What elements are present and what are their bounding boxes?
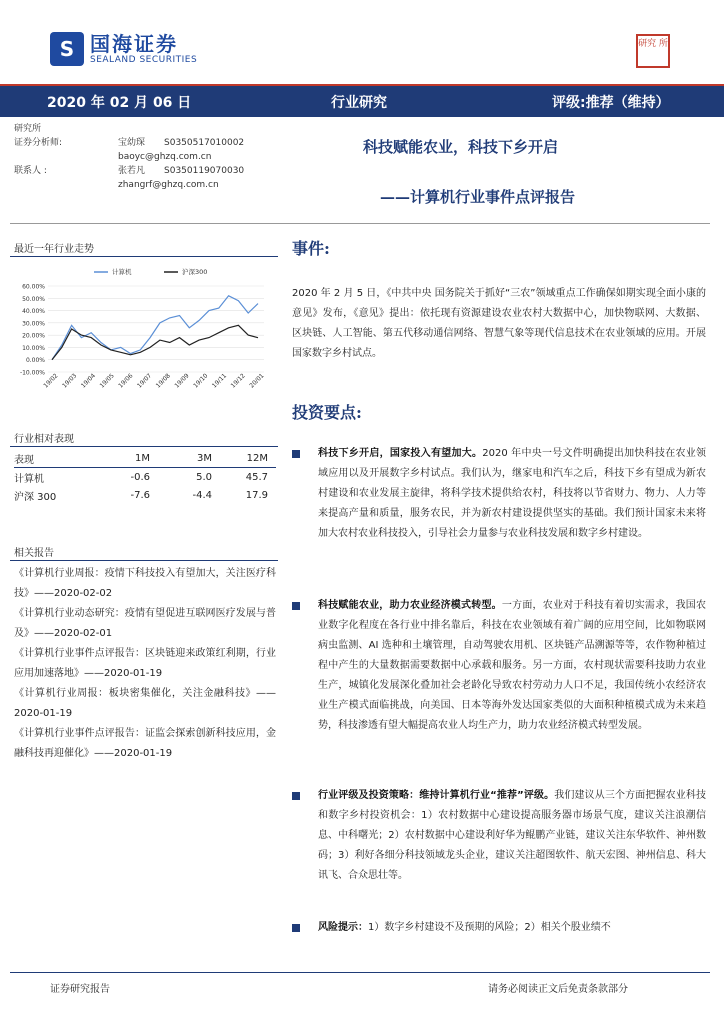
x-tick-label: 19/09 <box>173 372 191 390</box>
perf-header-row <box>14 450 276 468</box>
perf-cell: 5.0 <box>196 471 212 483</box>
table-row <box>14 486 276 504</box>
bullet-lead: 科技赋能农业，助力农业经济模式转型。 <box>318 600 502 611</box>
perf-divider <box>10 446 278 447</box>
report-title: 科技赋能农业，科技下乡开启 <box>363 138 559 156</box>
perf-header-cell: 1M <box>135 453 150 464</box>
footer-disclaimer: 请务必阅读正文后免责条款部分 <box>488 984 628 995</box>
x-tick-label: 19/07 <box>135 372 154 390</box>
contact-id: S0350119070030 <box>164 166 245 176</box>
x-tick-label: 19/10 <box>192 372 210 390</box>
bullet-text: 1）数字乡村建设不及预期的风险；2）相关个股业绩不 <box>368 922 611 933</box>
y-tick-label: 60.00% <box>22 283 45 291</box>
report-subtitle: ——计算机行业事件点评报告 <box>380 188 576 206</box>
contact-email: zhangrf@ghzq.com.cn <box>118 180 219 190</box>
perf-header-cell: 3M <box>197 453 212 464</box>
report-link[interactable]: 《计算机行业事件点评报告：区块链迎来政策红利期，行业应用加速落地》——2020-01-19 <box>14 648 276 679</box>
bullet-point <box>292 596 706 736</box>
y-tick-label: 30.00% <box>22 320 45 328</box>
table-row <box>14 468 276 486</box>
analyst-name: 宝幼琛 <box>118 138 146 148</box>
analyst-role: 证券分析师: <box>14 138 63 148</box>
y-tick-label: 20.00% <box>22 332 45 340</box>
perf-header-cell: 表现 <box>14 455 34 466</box>
x-tick-label: 19/11 <box>210 372 229 390</box>
perf-cell: -0.6 <box>130 471 150 483</box>
bullet-text: 一方面，农业对于科技有着切实需求，我国农业数字化程度在各行业中排名靠后，科技在农业领域有着广阔的应用空间，比如物联网病虫监测、AI 选种和土壤管理，自动驾驶农用机、区块链产品溯源等等，农作物种植过程中产生的大量数据需要数据中心承载和服务。另一方面，农村现状需要科技助力农业生产，城镇化发展深化叠加社会老龄化导致农村劳动力人口不足，我国传统小农经济农业生产模式面临挑战，向美国、日本等海外发达国家类似的大面积种植模式成为未来趋势，科技渗透有望大幅提高农业人均生产力，助力农业经济模式转型发展。 <box>318 600 707 731</box>
bullet-point <box>292 918 706 938</box>
event-paragraph: 2020 年 2 月 5 日，《中共中央 国务院关于抓好“三农”领域重点工作确保如期实现全面小康的意见》发布，《意见》提出：依托现有资源建设农业农村大数据中心，加快物联网、大数据、区块链、人工智能、第五代移动通信网络、智慧气象等现代信息技术在农业领域的应用。开展国家数字乡村试点。 <box>292 288 706 359</box>
report-category: 行业研究 <box>331 94 387 111</box>
analyst-id: S0350517010002 <box>164 138 245 148</box>
trend-chart <box>14 260 276 390</box>
report-link[interactable]: 《计算机行业事件点评报告：证监会探索创新科技应用，金融科技再迎催化》——2020-01-19 <box>14 728 276 759</box>
bullet-square-icon <box>292 602 300 610</box>
perf-cell: 计算机 <box>14 473 44 485</box>
logo-name-cn: 国海证券 <box>90 32 178 56</box>
x-tick-label: 19/12 <box>229 372 247 390</box>
report-info-bar <box>0 84 724 117</box>
x-tick-label: 19/04 <box>79 372 97 390</box>
header-divider <box>10 223 710 224</box>
bullet-square-icon <box>292 792 300 800</box>
report-rating: 评级:推荐（维持） <box>552 94 670 111</box>
y-tick-label: -10.00% <box>19 369 45 377</box>
x-tick-label: 19/05 <box>98 372 116 390</box>
bullet-text: 2020 年中央一号文件明确提出加快科技在农业领域应用以及开展数字乡村试点。我们认为，继家电和汽车之后，科技下乡有望成为新农村建设和农业发展主旋律，将科学技术提供给农村，科技将以节省财力、物力、人力等来提高产量和质量，服务农民，并为新农村建设提供坚实的基础。我们预计国家未来将加大农村农业科技投入，引导社会力量参与农业科技发展和数字乡村建设。 <box>318 448 706 539</box>
bullet-text: 我们建议从三个方面把握农业科技和数字乡村投资机会：1）农村数据中心建设提高服务器市场景气度，建议关注浪潮信息、中科曙光；2）农村数据中心建设利好华为鲲鹏产业链，建议关注东华软件、神州数码；3）利好各细分科技领域龙头企业，建议关注超图软件、航天宏图、神州信息、科大讯飞、合众思壮等。 <box>318 790 707 881</box>
x-tick-label: 19/02 <box>42 372 60 390</box>
logo-name-en: SEALAND SECURITIES <box>90 55 198 65</box>
logo-mark-icon: S <box>50 32 84 66</box>
footer-left: 证券研究报告 <box>50 984 110 995</box>
perf-cell: -4.4 <box>192 489 212 501</box>
series-line-计算机 <box>52 296 258 360</box>
x-tick-label: 20/01 <box>248 372 266 390</box>
bullet-lead: 风险提示： <box>318 922 368 933</box>
x-tick-label: 19/08 <box>154 372 172 390</box>
contact-role: 联系人 : <box>14 166 47 176</box>
y-tick-label: 50.00% <box>22 295 45 303</box>
analyst-email: baoyc@ghzq.com.cn <box>118 152 212 162</box>
bullet-point <box>292 444 706 544</box>
perf-cell: 17.9 <box>245 489 268 501</box>
bullet-square-icon <box>292 924 300 932</box>
trend-divider <box>10 256 278 257</box>
report-link[interactable]: 《计算机行业周报：板块密集催化，关注金融科技》——2020-01-19 <box>14 688 276 719</box>
research-seal-icon: 研究 所 <box>636 34 670 68</box>
points-heading: 投资要点: <box>292 403 362 422</box>
footer-divider <box>10 972 710 973</box>
perf-header-cell: 12M <box>246 453 268 464</box>
bullet-lead: 行业评级及投资策略：维持计算机行业“推荐”评级。 <box>318 790 555 801</box>
legend-label: 计算机 <box>112 268 132 276</box>
y-tick-label: 40.00% <box>22 308 45 316</box>
perf-table <box>14 450 276 504</box>
bullet-point <box>292 786 706 886</box>
legend-label: 沪深300 <box>182 268 208 276</box>
reports-title: 相关报告 <box>14 548 54 559</box>
x-tick-label: 19/06 <box>117 372 135 390</box>
perf-cell: -7.6 <box>130 489 150 501</box>
dept-label: 研究所 <box>14 124 42 134</box>
y-tick-label: 10.00% <box>22 344 45 352</box>
x-tick-label: 19/03 <box>61 372 79 390</box>
report-link[interactable]: 《计算机行业周报：疫情下科技投入有望加大，关注医疗科技》——2020-02-02 <box>14 568 276 599</box>
reports-divider <box>10 560 278 561</box>
perf-cell: 45.7 <box>245 471 268 483</box>
event-heading: 事件: <box>292 239 330 258</box>
report-date: 2020 年 02 月 06 日 <box>47 94 192 111</box>
report-link[interactable]: 《计算机行业动态研究：疫情有望促进互联网医疗发展与普及》——2020-02-01 <box>14 608 276 639</box>
y-tick-label: 0.00% <box>25 357 45 365</box>
bullet-lead: 科技下乡开启，国家投入有望加大。 <box>318 448 483 459</box>
perf-title: 行业相对表现 <box>14 434 74 445</box>
company-logo <box>50 32 197 66</box>
perf-cell: 沪深 300 <box>14 491 57 503</box>
contact-name: 张若凡 <box>118 166 146 176</box>
trend-title: 最近一年行业走势 <box>14 244 94 255</box>
related-reports <box>14 564 276 764</box>
bullet-square-icon <box>292 450 300 458</box>
